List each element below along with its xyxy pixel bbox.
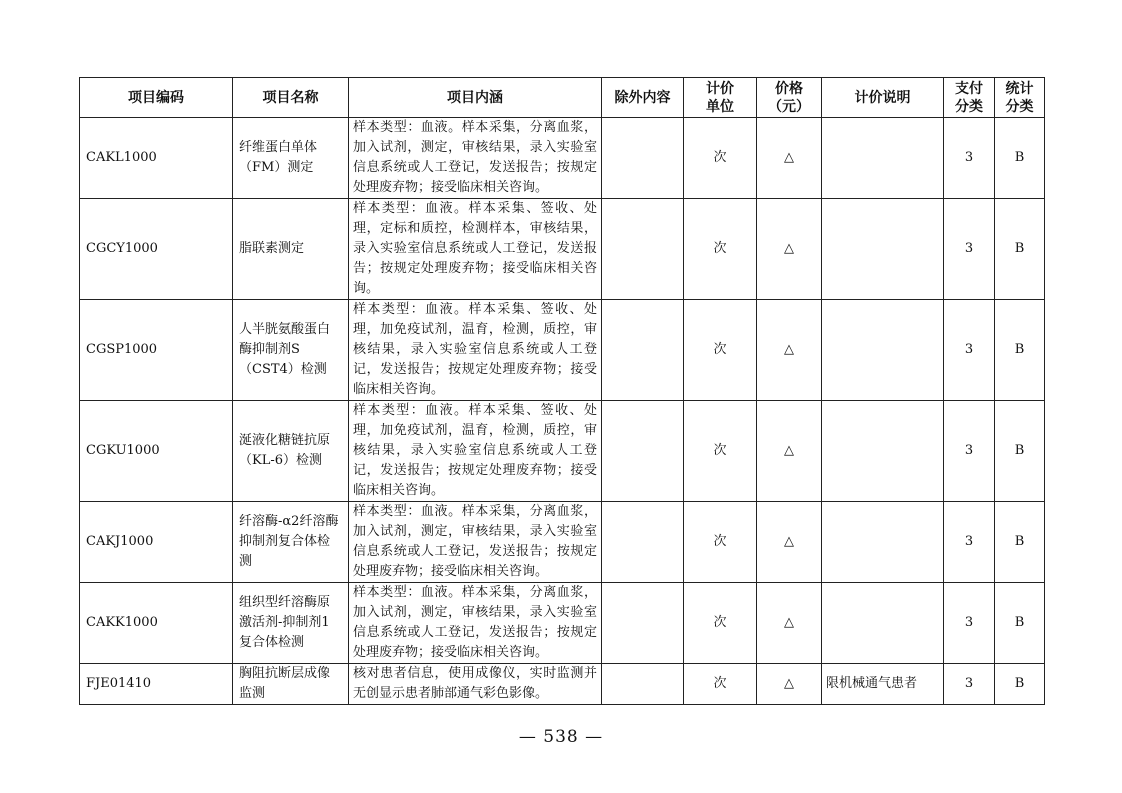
cell-excluded [602,300,684,401]
header-price [757,78,822,118]
cell-unit: 次 [684,401,757,502]
header-payment [944,78,995,118]
cell-name: 纤溶酶-α2纤溶酶抑制剂复合体检测 [233,502,349,583]
cell-content: 样本类型：血液。样本采集、签收、处理，加免疫试剂，温育，检测，质控，审核结果，录入实验室信息系统或人工登记，发送报告；按规定处理废弃物；接受临床相关咨询。 [349,401,602,502]
cell-stat: B [995,502,1045,583]
cell-code: CAKL1000 [80,118,233,199]
table-row [80,583,1045,664]
cell-note [822,300,944,401]
header-content: 项目内涵 [349,78,602,118]
cell-unit: 次 [684,118,757,199]
cell-payment: 3 [944,502,995,583]
cell-unit: 次 [684,583,757,664]
cell-stat: B [995,664,1045,705]
cell-code: CAKJ1000 [80,502,233,583]
cell-payment: 3 [944,199,995,300]
pricing-table [79,77,1045,705]
cell-name: 纤维蛋白单体（FM）测定 [233,118,349,199]
cell-excluded [602,199,684,300]
cell-name: 人半胱氨酸蛋白酶抑制剂S（CST4）检测 [233,300,349,401]
cell-excluded [602,664,684,705]
cell-note [822,118,944,199]
cell-unit: 次 [684,199,757,300]
header-price-line2: （元） [768,98,810,115]
cell-excluded [602,118,684,199]
cell-payment: 3 [944,300,995,401]
cell-name: 涎液化糖链抗原（KL-6）检测 [233,401,349,502]
table-row [80,118,1045,199]
header-stat-line1: 统计 [1005,80,1034,97]
cell-note [822,583,944,664]
cell-excluded [602,583,684,664]
cell-code: CGSP1000 [80,300,233,401]
cell-stat: B [995,401,1045,502]
cell-stat: B [995,300,1045,401]
cell-payment: 3 [944,583,995,664]
header-code: 项目编码 [80,78,233,118]
header-unit-line1: 计价 [706,80,734,97]
cell-content: 样本类型：血液。样本采集，分离血浆，加入试剂，测定，审核结果，录入实验室信息系统或人工登记，发送报告；按规定处理废弃物；接受临床相关咨询。 [349,118,602,199]
header-row [80,78,1045,118]
cell-payment: 3 [944,118,995,199]
cell-note [822,502,944,583]
cell-code: CGKU1000 [80,401,233,502]
cell-price: △ [757,401,822,502]
header-stat [995,78,1045,118]
cell-stat: B [995,118,1045,199]
table-row [80,664,1045,705]
header-payment-line1: 支付 [955,80,983,97]
cell-price: △ [757,502,822,583]
cell-unit: 次 [684,664,757,705]
cell-price: △ [757,583,822,664]
cell-content: 核对患者信息，使用成像仪，实时监测并无创显示患者肺部通气彩色影像。 [349,664,602,705]
table-row [80,300,1045,401]
table-row [80,199,1045,300]
table-row [80,502,1045,583]
cell-code: FJE01410 [80,664,233,705]
header-name: 项目名称 [233,78,349,118]
cell-stat: B [995,199,1045,300]
cell-payment: 3 [944,664,995,705]
cell-code: CAKK1000 [80,583,233,664]
page-number: — 538 — [518,727,604,747]
header-payment-line2: 分类 [955,98,983,115]
cell-unit: 次 [684,300,757,401]
cell-name: 脂联素测定 [233,199,349,300]
cell-price: △ [757,300,822,401]
cell-note [822,199,944,300]
cell-stat: B [995,583,1045,664]
header-note: 计价说明 [822,78,944,118]
cell-name: 胸阻抗断层成像监测 [233,664,349,705]
cell-content: 样本类型：血液。样本采集，分离血浆，加入试剂，测定，审核结果，录入实验室信息系统或人工登记，发送报告；按规定处理废弃物；接受临床相关咨询。 [349,502,602,583]
header-excluded: 除外内容 [602,78,684,118]
cell-excluded [602,502,684,583]
cell-note [822,401,944,502]
cell-excluded [602,401,684,502]
cell-content: 样本类型：血液。样本采集，分离血浆，加入试剂，测定，审核结果，录入实验室信息系统或人工登记，发送报告；按规定处理废弃物；接受临床相关咨询。 [349,583,602,664]
cell-price: △ [757,118,822,199]
cell-code: CGCY1000 [80,199,233,300]
table-row [80,401,1045,502]
cell-content: 样本类型：血液。样本采集、签收、处理，加免疫试剂，温育，检测，质控，审核结果，录入实验室信息系统或人工登记，发送报告；按规定处理废弃物；接受临床相关咨询。 [349,300,602,401]
header-price-line1: 价格 [775,80,803,97]
header-unit-line2: 单位 [706,98,734,115]
header-unit [684,78,757,118]
cell-price: △ [757,664,822,705]
cell-unit: 次 [684,502,757,583]
header-stat-line2: 分类 [1005,98,1034,115]
cell-price: △ [757,199,822,300]
cell-payment: 3 [944,401,995,502]
cell-name: 组织型纤溶酶原激活剂-抑制剂1复合体检测 [233,583,349,664]
cell-content: 样本类型：血液。样本采集、签收、处理，定标和质控，检测样本，审核结果，录入实验室信息系统或人工登记，发送报告；按规定处理废弃物；接受临床相关咨询。 [349,199,602,300]
cell-note: 限机械通气患者 [822,664,944,705]
